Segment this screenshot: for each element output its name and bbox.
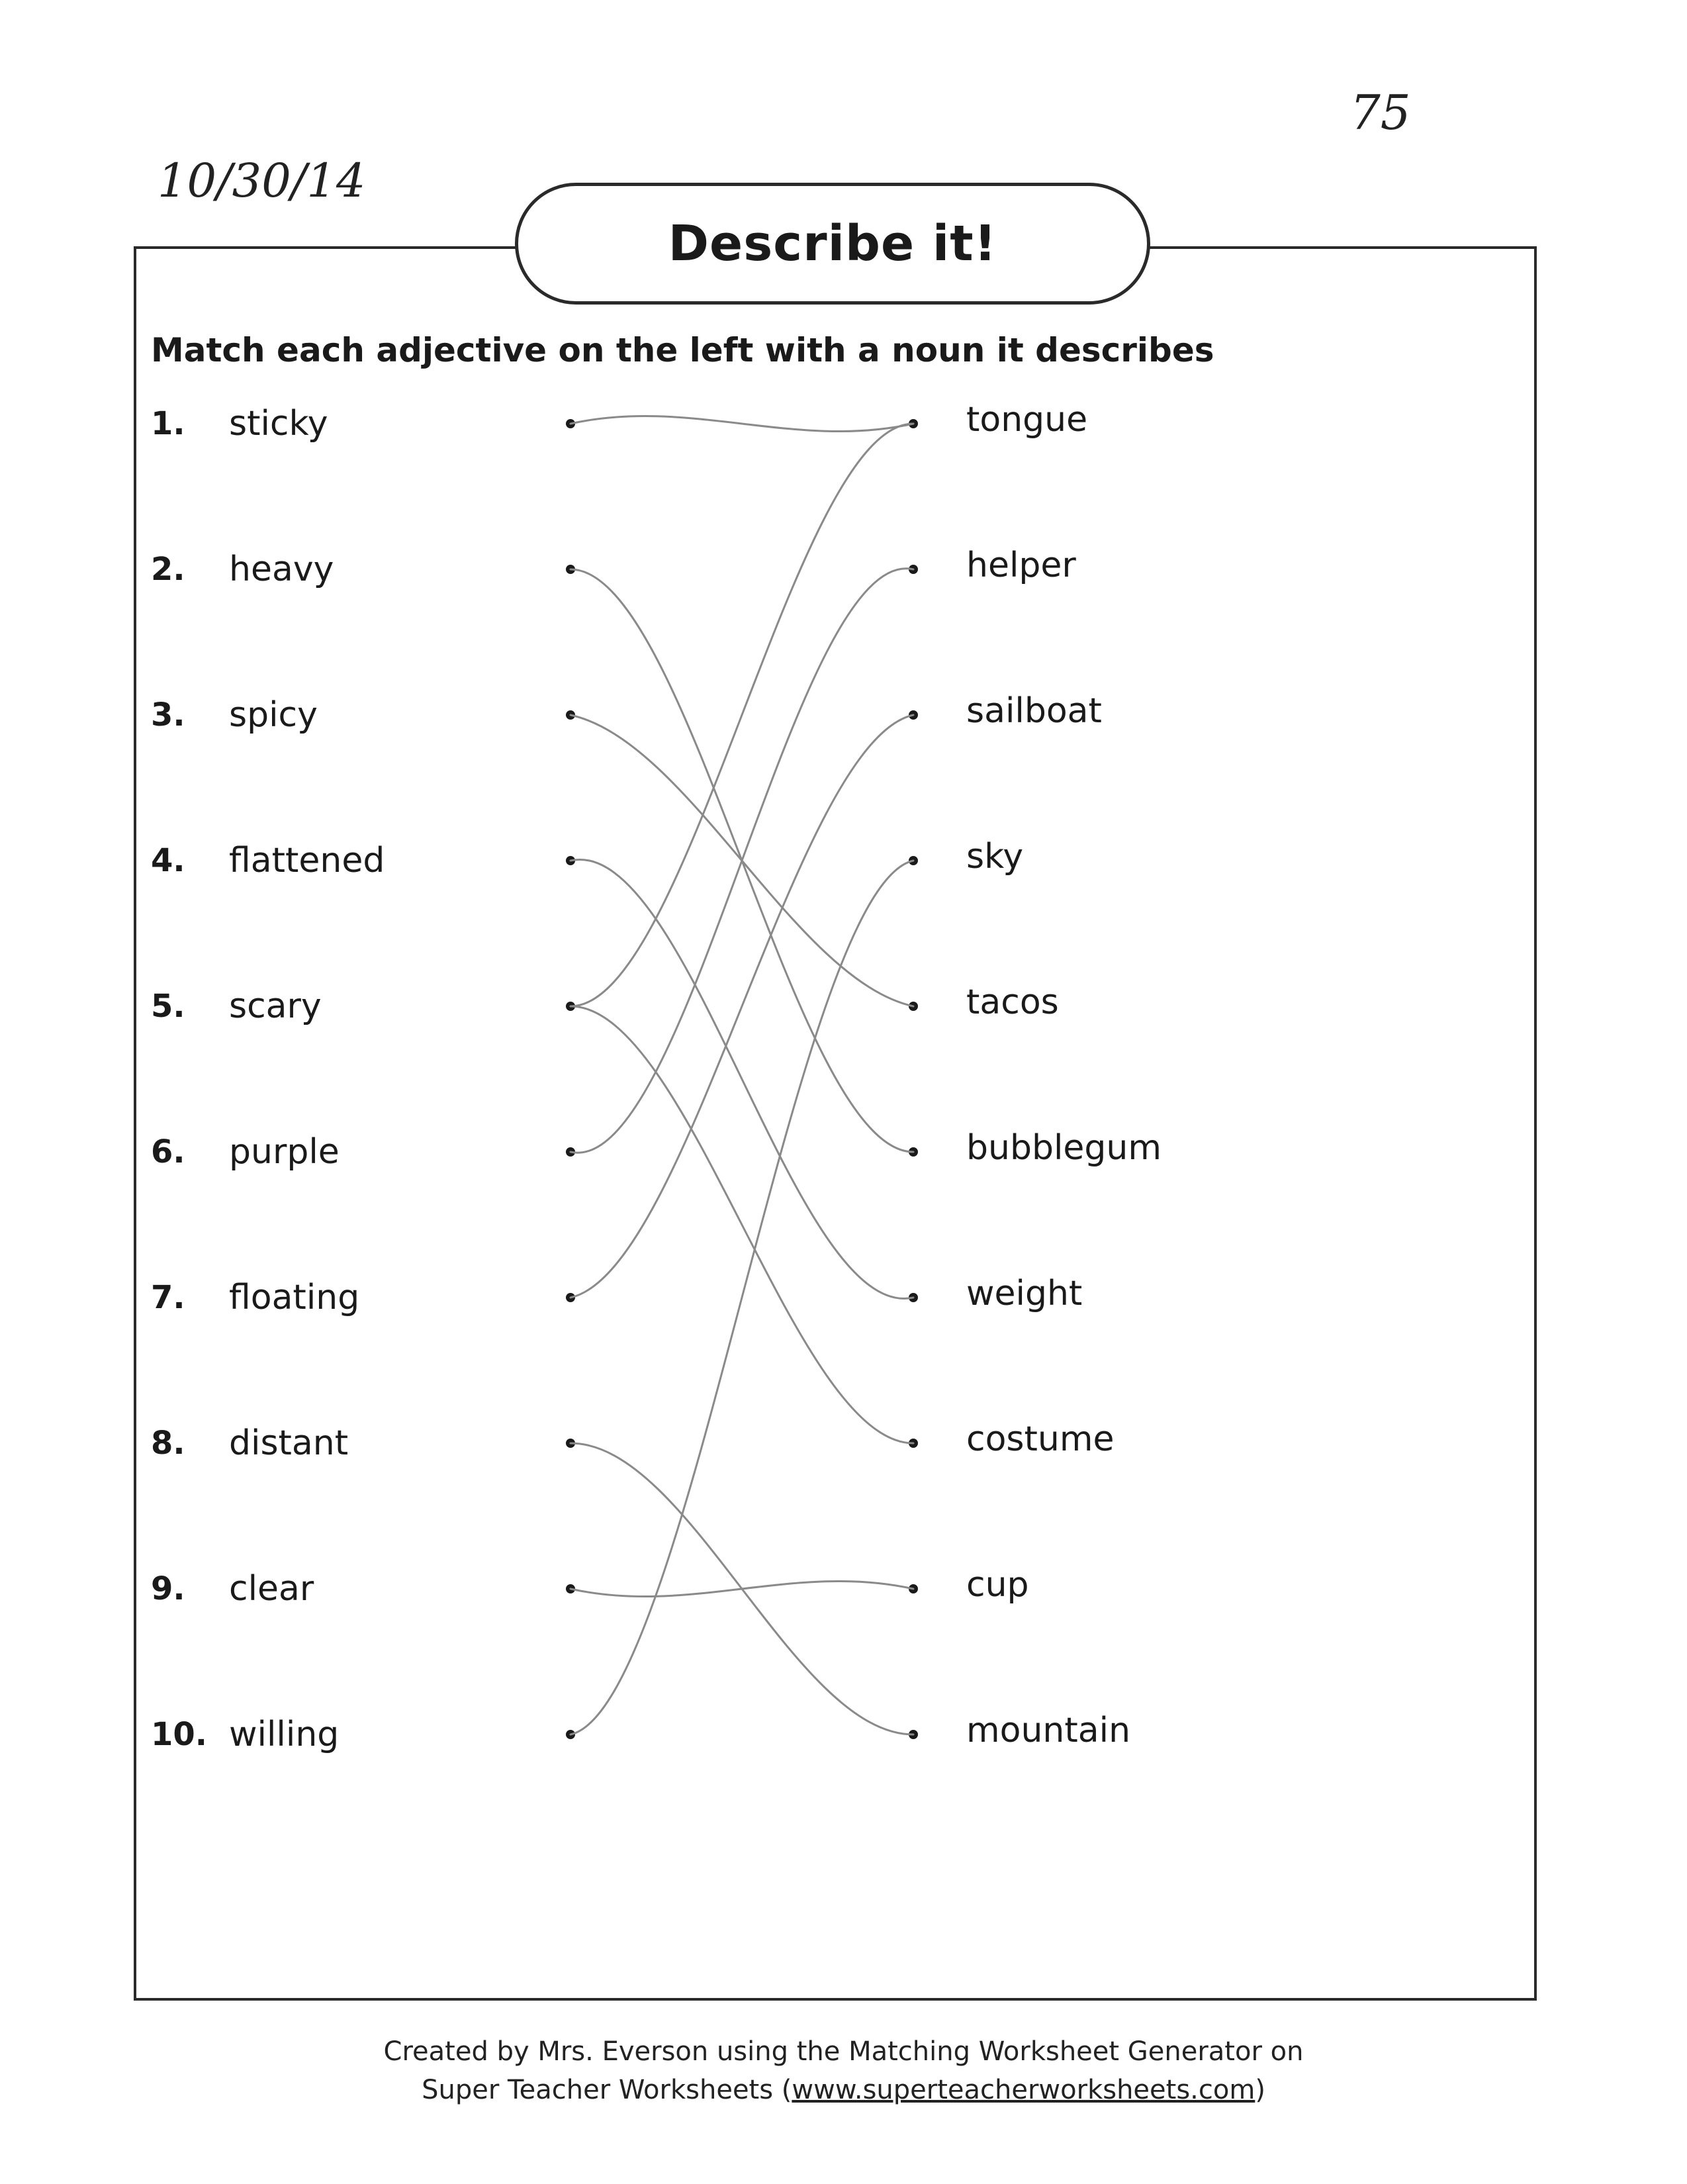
adjective-number: 2. [151, 551, 185, 588]
noun-word: sailboat [966, 691, 1102, 731]
pencil-match-line [570, 859, 913, 1298]
adjective-word: floating [229, 1278, 360, 1317]
adjective-number: 5. [151, 988, 185, 1025]
footer-line-2 [0, 2071, 1687, 2109]
noun-word: cup [966, 1565, 1029, 1605]
page-title: Describe it! [668, 215, 997, 272]
noun-word: helper [966, 546, 1076, 585]
adjective-word: willing [229, 1715, 340, 1754]
adjective-word: clear [229, 1569, 314, 1609]
adjective-word: flattened [229, 841, 385, 880]
noun-word: weight [966, 1274, 1083, 1313]
adjective-number: 3. [151, 696, 185, 734]
footer-prefix: Super Teacher Worksheets ( [422, 2075, 792, 2105]
adjective-word: scary [229, 986, 322, 1026]
noun-word: costume [966, 1419, 1115, 1459]
noun-word: tongue [966, 400, 1088, 440]
adjective-number: 1. [151, 405, 185, 442]
footer-line-1: Created by Mrs. Everson using the Matching Worksheet Generator on [383, 2036, 1304, 2067]
adjective-word: sticky [229, 404, 328, 444]
noun-word: bubblegum [966, 1128, 1162, 1168]
adjective-number: 10. [151, 1716, 208, 1753]
adjective-number: 9. [151, 1570, 185, 1607]
pencil-match-line [570, 1006, 913, 1443]
adjective-number: 8. [151, 1425, 185, 1462]
handwritten-score: 75 [1350, 85, 1411, 140]
handwritten-date: 10/30/14 [158, 154, 366, 208]
adjective-word: distant [229, 1423, 349, 1463]
pencil-match-line [570, 861, 913, 1734]
footer-suffix: ) [1255, 2075, 1265, 2105]
pencil-match-line [570, 569, 913, 1153]
adjective-word: heavy [229, 549, 334, 589]
pencil-match-line [570, 416, 913, 431]
noun-word: tacos [966, 982, 1059, 1022]
instruction-text: Match each adjective on the left with a noun it describes [151, 331, 1214, 369]
adjective-word: purple [229, 1132, 340, 1172]
footer-link[interactable]: www.superteacherworksheets.com [792, 2075, 1255, 2105]
adjective-number: 6. [151, 1133, 185, 1170]
adjective-number: 7. [151, 1279, 185, 1316]
noun-word: sky [966, 837, 1024, 877]
noun-word: mountain [966, 1711, 1131, 1750]
adjective-number: 4. [151, 842, 185, 879]
adjective-word: spicy [229, 695, 318, 735]
pencil-match-line [570, 715, 913, 1298]
pencil-match-line [570, 1581, 913, 1596]
footer [0, 2032, 1687, 2109]
